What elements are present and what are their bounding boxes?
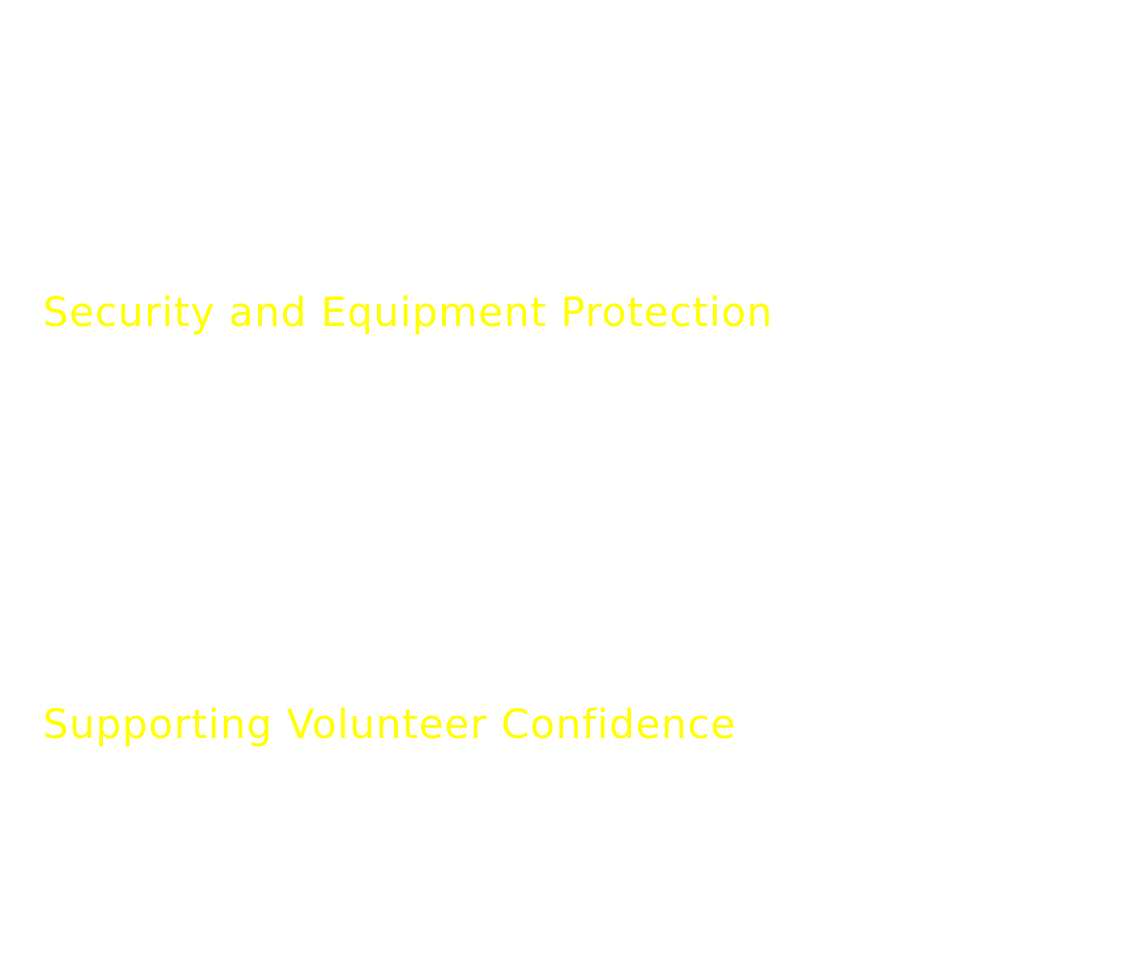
- section-heading-security: Security and Equipment Protection: [43, 290, 774, 336]
- section-heading-volunteer-confidence: Supporting Volunteer Confidence: [43, 702, 737, 748]
